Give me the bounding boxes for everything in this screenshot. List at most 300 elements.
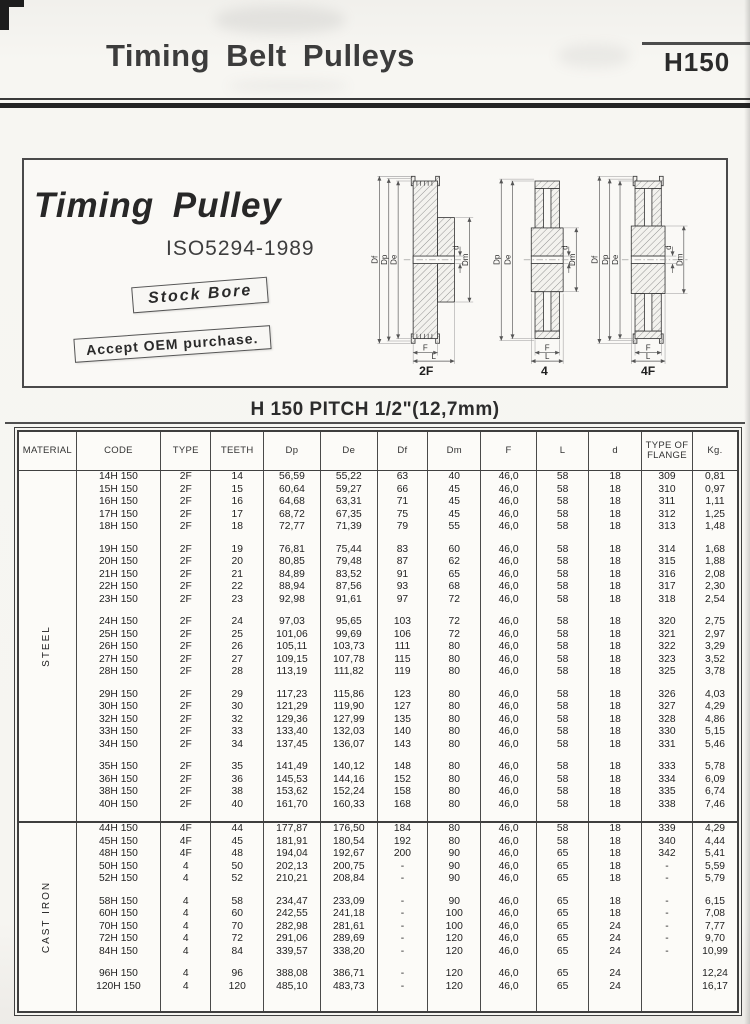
cell: 312 — [641, 509, 692, 522]
spacer-cell — [641, 886, 692, 896]
cell: 45 — [211, 836, 264, 849]
cell: 46,0 — [481, 509, 536, 522]
cell: 18 — [589, 714, 642, 727]
cell: 315 — [641, 556, 692, 569]
table-row — [18, 848, 738, 861]
column-header: Dm — [428, 431, 481, 471]
cell: 38H 150 — [76, 786, 160, 799]
spacer-cell — [428, 958, 481, 968]
spacer-cell — [161, 679, 211, 689]
cell: 18 — [589, 581, 642, 594]
cell: 105,11 — [263, 641, 320, 654]
cell: 46,0 — [481, 726, 536, 739]
cell: 129,36 — [263, 714, 320, 727]
table-row — [18, 641, 738, 654]
table-row — [18, 714, 738, 727]
cell: 2F — [161, 569, 211, 582]
cell: 45 — [428, 496, 481, 509]
cell: 46,0 — [481, 471, 536, 484]
cell: 32H 150 — [76, 714, 160, 727]
cell: 25 — [211, 629, 264, 642]
cell: 4 — [161, 946, 211, 959]
spacer-cell — [211, 886, 264, 896]
spacer-cell — [320, 679, 377, 689]
table-row — [18, 689, 738, 702]
column-header: Kg. — [693, 431, 738, 471]
spacer-cell — [428, 606, 481, 616]
cell: 325 — [641, 666, 692, 679]
scan-corner-mark — [0, 0, 9, 30]
cell: 6,74 — [693, 786, 738, 799]
cell: 40H 150 — [76, 799, 160, 812]
cell: 72 — [211, 933, 264, 946]
cell: 17H 150 — [76, 509, 160, 522]
cell: 115 — [377, 654, 427, 667]
cell: 2F — [161, 629, 211, 642]
spacer-cell — [428, 886, 481, 896]
cell: 46,0 — [481, 484, 536, 497]
cell: 60,64 — [263, 484, 320, 497]
cell: 46,0 — [481, 701, 536, 714]
cell: 34 — [211, 739, 264, 752]
cell: 93 — [377, 581, 427, 594]
cell: 80 — [428, 786, 481, 799]
cell: 4,03 — [693, 689, 738, 702]
cell: 192 — [377, 836, 427, 849]
spacer-cell — [589, 886, 642, 896]
cell: 24 — [211, 616, 264, 629]
cell: 140,12 — [320, 761, 377, 774]
cell: 72,77 — [263, 521, 320, 534]
pulley-diagram-4f — [590, 166, 703, 378]
cell: 58 — [536, 689, 589, 702]
spacer-cell — [161, 606, 211, 616]
cell: 46,0 — [481, 848, 536, 861]
table-row — [18, 774, 738, 787]
cell — [641, 981, 692, 994]
cell: 132,03 — [320, 726, 377, 739]
cell: - — [377, 933, 427, 946]
spacer-cell — [211, 993, 264, 1012]
dim-label-df: Df — [370, 255, 380, 264]
cell: 48H 150 — [76, 848, 160, 861]
cell: 58 — [536, 786, 589, 799]
cell: 152,24 — [320, 786, 377, 799]
cell: 140 — [377, 726, 427, 739]
cell: 83 — [377, 544, 427, 557]
spacer-cell — [428, 534, 481, 544]
cell: 2F — [161, 594, 211, 607]
cell: 335 — [641, 786, 692, 799]
cell: 7,46 — [693, 799, 738, 812]
spacer-cell — [320, 886, 377, 896]
cell: 4,29 — [693, 822, 738, 836]
cell: 2F — [161, 471, 211, 484]
cell: 24 — [589, 981, 642, 994]
cell: 32 — [211, 714, 264, 727]
cell: 33H 150 — [76, 726, 160, 739]
cell: 46,0 — [481, 654, 536, 667]
oem-badge: Accept OEM purchase. — [73, 325, 271, 363]
cell: 84,89 — [263, 569, 320, 582]
cell: 144,16 — [320, 774, 377, 787]
spacer-cell — [641, 958, 692, 968]
cell: 65 — [536, 896, 589, 909]
cell: - — [377, 861, 427, 874]
cell: 233,09 — [320, 896, 377, 909]
table-row — [18, 616, 738, 629]
cell: 80 — [428, 836, 481, 849]
cell: 65 — [536, 848, 589, 861]
cell: 342 — [641, 848, 692, 861]
cell: 18 — [589, 654, 642, 667]
cell: 87 — [377, 556, 427, 569]
cell: 68,72 — [263, 509, 320, 522]
pulley-diagram-2f — [370, 166, 478, 378]
cell: 2F — [161, 714, 211, 727]
cell: 71,39 — [320, 521, 377, 534]
cell: 18 — [589, 739, 642, 752]
cell: 2F — [161, 654, 211, 667]
cell: 50H 150 — [76, 861, 160, 874]
spacer-cell — [263, 811, 320, 822]
spacer-cell — [320, 811, 377, 822]
spec-table — [17, 430, 739, 1013]
cell: 48 — [211, 848, 264, 861]
cell: 46,0 — [481, 822, 536, 836]
cell: 24 — [589, 933, 642, 946]
spacer-cell — [481, 811, 536, 822]
dim-label-dp: Dp — [379, 254, 389, 265]
spacer-cell — [589, 811, 642, 822]
cell: 46,0 — [481, 774, 536, 787]
cell: 2F — [161, 799, 211, 812]
cell: 14H 150 — [76, 471, 160, 484]
cell: 339,57 — [263, 946, 320, 959]
cell: 4F — [161, 836, 211, 849]
spacer-cell — [693, 886, 738, 896]
cell: 309 — [641, 471, 692, 484]
cell: 24H 150 — [76, 616, 160, 629]
table-row — [18, 629, 738, 642]
cell: 46,0 — [481, 556, 536, 569]
cell: 10,99 — [693, 946, 738, 959]
cell: 58 — [536, 509, 589, 522]
cell: 18 — [589, 761, 642, 774]
cell: 29H 150 — [76, 689, 160, 702]
spacer-cell — [211, 679, 264, 689]
dim-label-l: L — [431, 351, 437, 361]
cell: 75 — [377, 509, 427, 522]
cell: 70 — [211, 921, 264, 934]
cell: 120 — [428, 946, 481, 959]
cell: 241,18 — [320, 908, 377, 921]
cell: 18 — [589, 666, 642, 679]
table-row — [18, 946, 738, 959]
cell: 65 — [536, 908, 589, 921]
cell: 27H 150 — [76, 654, 160, 667]
cell: 5,78 — [693, 761, 738, 774]
cell: 234,47 — [263, 896, 320, 909]
cell: - — [377, 946, 427, 959]
cell: 58 — [536, 484, 589, 497]
spacer-cell — [76, 606, 160, 616]
cell: 289,69 — [320, 933, 377, 946]
cell: 161,70 — [263, 799, 320, 812]
diagram-caption: 4F — [641, 364, 656, 378]
cell: 65 — [428, 569, 481, 582]
cell: 113,19 — [263, 666, 320, 679]
spacer-cell — [76, 751, 160, 761]
spacer-cell — [377, 811, 427, 822]
spacer-cell — [693, 534, 738, 544]
spacer-row — [18, 886, 738, 896]
spacer-cell — [589, 679, 642, 689]
cell: 0,97 — [693, 484, 738, 497]
spacer-cell — [536, 958, 589, 968]
cell: 320 — [641, 616, 692, 629]
cell: 58 — [536, 471, 589, 484]
cell: 141,49 — [263, 761, 320, 774]
column-header: Df — [377, 431, 427, 471]
spacer-cell — [211, 606, 264, 616]
cell: 18 — [589, 689, 642, 702]
cell: 2F — [161, 509, 211, 522]
cell: 15H 150 — [76, 484, 160, 497]
dim-label-l: L — [544, 351, 550, 361]
cell: 46,0 — [481, 968, 536, 981]
table-row — [18, 761, 738, 774]
cell: 67,35 — [320, 509, 377, 522]
cell: 331 — [641, 739, 692, 752]
cell: 121,29 — [263, 701, 320, 714]
cell: - — [377, 968, 427, 981]
material-cell — [18, 471, 76, 823]
cell: 322 — [641, 641, 692, 654]
table-row — [18, 861, 738, 874]
cell: 91 — [377, 569, 427, 582]
cell: 18 — [589, 848, 642, 861]
spacer-cell — [161, 811, 211, 822]
cell: 120 — [428, 968, 481, 981]
spacer-row — [18, 606, 738, 616]
spacer-cell — [536, 886, 589, 896]
table-row — [18, 786, 738, 799]
spacer-cell — [428, 679, 481, 689]
cell: 5,79 — [693, 873, 738, 886]
table-row — [18, 822, 738, 836]
cell: 60 — [428, 544, 481, 557]
cell: 46,0 — [481, 581, 536, 594]
cell: 24 — [589, 946, 642, 959]
cell: 80,85 — [263, 556, 320, 569]
table-row — [18, 836, 738, 849]
cell: 58 — [536, 701, 589, 714]
cell: 16 — [211, 496, 264, 509]
cell: 58 — [536, 774, 589, 787]
cell: 58 — [536, 581, 589, 594]
cell: 46,0 — [481, 629, 536, 642]
spacer-cell — [589, 958, 642, 968]
cell: 339 — [641, 822, 692, 836]
cell: 34H 150 — [76, 739, 160, 752]
cell: 29 — [211, 689, 264, 702]
cell: 318 — [641, 594, 692, 607]
cell: 2,75 — [693, 616, 738, 629]
spacer-cell — [693, 751, 738, 761]
cell: 2F — [161, 641, 211, 654]
table-row — [18, 521, 738, 534]
cell: 18 — [589, 822, 642, 836]
cell: 2,30 — [693, 581, 738, 594]
cell: 2F — [161, 484, 211, 497]
cell: 210,21 — [263, 873, 320, 886]
cell: 18 — [589, 641, 642, 654]
cell: 72H 150 — [76, 933, 160, 946]
dim-label-de: De — [503, 254, 513, 265]
column-header: TYPE — [161, 431, 211, 471]
cell: 26H 150 — [76, 641, 160, 654]
cell: 80 — [428, 666, 481, 679]
cell: 65 — [536, 861, 589, 874]
cell: 97 — [377, 594, 427, 607]
cell: 36 — [211, 774, 264, 787]
cell: 12,24 — [693, 968, 738, 981]
cell: 44 — [211, 822, 264, 836]
spacer-row — [18, 993, 738, 1012]
cell: 143 — [377, 739, 427, 752]
pulley-diagram-4 — [490, 166, 579, 378]
cell: 18 — [589, 521, 642, 534]
cell: 23 — [211, 594, 264, 607]
cell: 5,15 — [693, 726, 738, 739]
cell: 386,71 — [320, 968, 377, 981]
table-row — [18, 496, 738, 509]
cell: 19 — [211, 544, 264, 557]
cell: 4,44 — [693, 836, 738, 849]
header-rule-thin — [0, 98, 750, 100]
spacer-cell — [481, 993, 536, 1012]
cell: 4 — [161, 968, 211, 981]
cell: 83,52 — [320, 569, 377, 582]
cell: 40 — [211, 799, 264, 812]
cell: 18 — [589, 629, 642, 642]
spacer-cell — [320, 534, 377, 544]
cell: - — [377, 921, 427, 934]
cell: 208,84 — [320, 873, 377, 886]
scan-artifact — [215, 6, 345, 34]
cell: 177,87 — [263, 822, 320, 836]
cell: 5,41 — [693, 848, 738, 861]
spacer-cell — [320, 958, 377, 968]
table-row — [18, 654, 738, 667]
cell: 107,78 — [320, 654, 377, 667]
cell: 18 — [589, 616, 642, 629]
cell: 21 — [211, 569, 264, 582]
cell: 58 — [536, 616, 589, 629]
cell: 2F — [161, 666, 211, 679]
cell: 20 — [211, 556, 264, 569]
spacer-cell — [377, 606, 427, 616]
cell: 15 — [211, 484, 264, 497]
cell: 3,78 — [693, 666, 738, 679]
cell: 127,99 — [320, 714, 377, 727]
cell: 33 — [211, 726, 264, 739]
cell: 18 — [589, 556, 642, 569]
cell: 71 — [377, 496, 427, 509]
dim-label-d: d — [451, 245, 461, 250]
cell: 84 — [211, 946, 264, 959]
cell: 58 — [536, 739, 589, 752]
cell: 18 — [589, 786, 642, 799]
cell: 58H 150 — [76, 896, 160, 909]
cell: 65 — [536, 968, 589, 981]
table-title: H 150 PITCH 1/2"(12,7mm) — [250, 399, 500, 420]
spacer-cell — [211, 811, 264, 822]
spacer-cell — [263, 606, 320, 616]
cell: 46,0 — [481, 496, 536, 509]
cell: 46,0 — [481, 799, 536, 812]
stock-bore-badge: Stock Bore — [131, 277, 269, 314]
diagram-caption: 4 — [541, 364, 548, 378]
cell: 56,59 — [263, 471, 320, 484]
table-row — [18, 908, 738, 921]
cell: 109,15 — [263, 654, 320, 667]
cell: 90 — [428, 896, 481, 909]
cell: 6,15 — [693, 896, 738, 909]
cell: 106 — [377, 629, 427, 642]
spacer-cell — [693, 679, 738, 689]
spacer-cell — [76, 993, 160, 1012]
cell: 281,61 — [320, 921, 377, 934]
spacer-cell — [693, 993, 738, 1012]
cell: 46,0 — [481, 569, 536, 582]
cell: 65 — [536, 946, 589, 959]
cell: 323 — [641, 654, 692, 667]
cell: 46,0 — [481, 714, 536, 727]
cell: 63,31 — [320, 496, 377, 509]
cell: 200,75 — [320, 861, 377, 874]
column-header: CODE — [76, 431, 160, 471]
cell: - — [377, 981, 427, 994]
cell: 3,29 — [693, 641, 738, 654]
cell: 388,08 — [263, 968, 320, 981]
spacer-cell — [536, 534, 589, 544]
table-top-rule — [5, 422, 745, 424]
cell: 72 — [428, 616, 481, 629]
cell: 2,97 — [693, 629, 738, 642]
cell: 18 — [589, 799, 642, 812]
spacer-cell — [76, 534, 160, 544]
cell: 92,98 — [263, 594, 320, 607]
spacer-cell — [263, 958, 320, 968]
cell: 18 — [589, 544, 642, 557]
cell: 66 — [377, 484, 427, 497]
spacer-cell — [428, 993, 481, 1012]
cell: 2F — [161, 726, 211, 739]
spacer-cell — [536, 811, 589, 822]
cell: - — [641, 946, 692, 959]
cell: 310 — [641, 484, 692, 497]
spacer-cell — [76, 958, 160, 968]
cell: 80 — [428, 726, 481, 739]
cell: 100 — [428, 908, 481, 921]
cell: 58 — [536, 761, 589, 774]
spacer-cell — [263, 886, 320, 896]
cell: 18 — [589, 569, 642, 582]
table-row — [18, 581, 738, 594]
table-row — [18, 933, 738, 946]
